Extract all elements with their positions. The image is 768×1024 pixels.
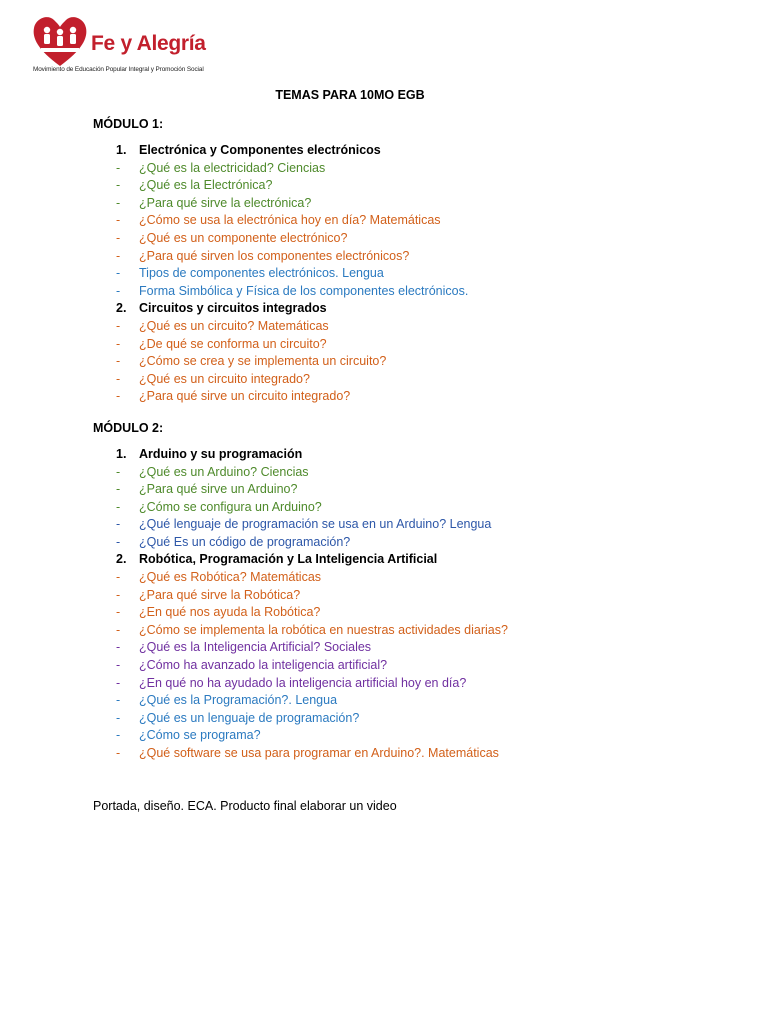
bullet-dash: -	[116, 213, 121, 228]
document-body	[93, 86, 713, 813]
list-item	[93, 371, 713, 389]
list-item	[93, 587, 713, 605]
bullet-dash: -	[116, 266, 121, 281]
bullet-dash: -	[116, 728, 121, 743]
bullet-dash: -	[116, 389, 121, 404]
document-title: TEMAS PARA 10MO EGB	[275, 88, 425, 102]
bullet-dash: -	[116, 746, 121, 760]
bullet-dash: -	[116, 587, 121, 602]
list-item-text: ¿Qué es un componente electrónico?	[139, 230, 348, 245]
list-item-text: ¿Cómo se usa la electrónica hoy en día? Matemáticas	[139, 213, 441, 228]
bullet-dash: -	[116, 570, 121, 585]
list-item-text: ¿Cómo se configura un Arduino?	[139, 499, 322, 514]
module-section	[93, 142, 713, 406]
heart-logo-icon	[30, 14, 90, 68]
bullet-dash: -	[116, 499, 121, 514]
list-item	[93, 464, 713, 482]
list-item-text: ¿En qué no ha ayudado la inteligencia artificial hoy en día?	[139, 675, 467, 690]
topic-title: Robótica, Programación y La Inteligencia Artificial	[139, 552, 438, 567]
list-item-text: ¿Qué es la Programación?. Lengua	[139, 693, 338, 708]
bullet-dash: -	[116, 482, 121, 497]
list-item-text: ¿Para qué sirven los componentes electrónicos?	[139, 248, 410, 263]
topic-number: 1.	[116, 446, 127, 461]
list-item	[93, 657, 713, 675]
topic-heading	[93, 446, 713, 464]
list-item	[93, 569, 713, 587]
topic-title: Arduino y su programación	[139, 446, 303, 461]
list-item	[93, 727, 713, 745]
list-item	[93, 265, 713, 283]
list-item	[93, 639, 713, 657]
module-heading: MÓDULO 1:	[93, 117, 164, 131]
list-item	[93, 388, 713, 406]
list-item-text: ¿Cómo se implementa la robótica en nuestras actividades diarias?	[139, 622, 508, 637]
topic-number: 2.	[116, 301, 127, 316]
topic-title: Circuitos y circuitos integrados	[139, 301, 327, 316]
list-item	[93, 499, 713, 517]
bullet-dash: -	[116, 230, 121, 245]
bullet-dash: -	[116, 622, 121, 637]
list-item	[93, 604, 713, 622]
list-item	[93, 230, 713, 248]
list-item	[93, 692, 713, 710]
bullet-dash: -	[116, 464, 121, 479]
list-item-text: Forma Simbólica y Física de los componentes electrónicos.	[139, 283, 469, 298]
topic-title: Electrónica y Componentes electrónicos	[139, 143, 381, 157]
list-item-text: ¿Qué Es un código de programación?	[139, 534, 351, 549]
list-item	[93, 336, 713, 354]
list-item-text: ¿De qué se conforma un circuito?	[139, 336, 327, 351]
module-section	[93, 446, 713, 763]
bullet-dash: -	[116, 710, 121, 725]
list-item-text: ¿Cómo se programa?	[139, 728, 261, 743]
list-item	[93, 622, 713, 640]
bullet-dash: -	[116, 605, 121, 620]
list-item-text: ¿Para qué sirve la Robótica?	[139, 587, 301, 602]
bullet-dash: -	[116, 283, 121, 298]
bullet-dash: -	[116, 336, 121, 351]
list-item-text: Tipos de componentes electrónicos. Lengua	[139, 266, 384, 281]
list-item-text: ¿Qué es un lenguaje de programación?	[139, 710, 360, 725]
list-item	[93, 534, 713, 552]
list-item	[93, 675, 713, 693]
bullet-dash: -	[116, 160, 121, 175]
bullet-dash: -	[116, 178, 121, 193]
list-item-text: ¿Qué software se usa para programar en Arduino?. Matemáticas	[139, 746, 499, 760]
list-item-text: ¿Qué lenguaje de programación se usa en un Arduino? Lengua	[139, 517, 492, 532]
list-item-text: ¿Para qué sirve la electrónica?	[139, 195, 312, 210]
bullet-dash: -	[116, 195, 121, 210]
bullet-dash: -	[116, 517, 121, 532]
list-item	[93, 353, 713, 371]
list-item-text: ¿Qué es un Arduino? Ciencias	[139, 464, 309, 479]
list-item-text: ¿Qué es un circuito? Matemáticas	[139, 318, 329, 333]
topic-heading	[93, 300, 713, 318]
list-item	[93, 710, 713, 728]
topic-number: 1.	[116, 143, 127, 157]
module-heading: MÓDULO 2:	[93, 420, 164, 435]
modules-container	[93, 115, 713, 763]
logo-name: Fe y Alegría	[91, 32, 206, 55]
list-item-text: ¿Qué es la Electrónica?	[139, 178, 273, 193]
list-item	[93, 248, 713, 266]
list-item-text: ¿Cómo ha avanzado la inteligencia artificial?	[139, 658, 388, 673]
list-item	[93, 318, 713, 336]
bullet-dash: -	[116, 693, 121, 708]
list-item	[93, 516, 713, 534]
list-item	[93, 745, 713, 763]
bullet-dash: -	[116, 318, 121, 333]
topic-heading	[93, 551, 713, 569]
list-item-text: ¿En qué nos ayuda la Robótica?	[139, 605, 321, 620]
list-item-text: ¿Qué es Robótica? Matemáticas	[139, 570, 322, 585]
bullet-dash: -	[116, 640, 121, 655]
list-item-text: ¿Qué es un circuito integrado?	[139, 371, 310, 386]
list-item	[93, 160, 713, 178]
list-item	[93, 212, 713, 230]
bullet-dash: -	[116, 534, 121, 549]
list-item-text: ¿Para qué sirve un circuito integrado?	[139, 389, 351, 404]
bullet-dash: -	[116, 248, 121, 263]
bullet-dash: -	[116, 675, 121, 690]
bullet-dash: -	[116, 658, 121, 673]
list-item-text: ¿Para qué sirve un Arduino?	[139, 482, 298, 497]
fe-y-alegria-logo	[30, 14, 220, 80]
list-item-text: ¿Cómo se crea y se implementa un circuito?	[139, 354, 387, 369]
list-item-text: ¿Qué es la electricidad? Ciencias	[139, 160, 326, 175]
bullet-dash: -	[116, 354, 121, 369]
list-item	[93, 177, 713, 195]
footer-note: Portada, diseño. ECA. Producto final elaborar un video	[93, 798, 397, 813]
list-item	[93, 481, 713, 499]
logo-tagline: Movimiento de Educación Popular Integral y Promoción Social	[33, 66, 204, 73]
topic-heading	[93, 142, 713, 160]
list-item-text: ¿Qué es la Inteligencia Artificial? Sociales	[139, 640, 372, 655]
topic-number: 2.	[116, 552, 127, 567]
list-item	[93, 283, 713, 301]
bullet-dash: -	[116, 371, 121, 386]
list-item	[93, 195, 713, 213]
